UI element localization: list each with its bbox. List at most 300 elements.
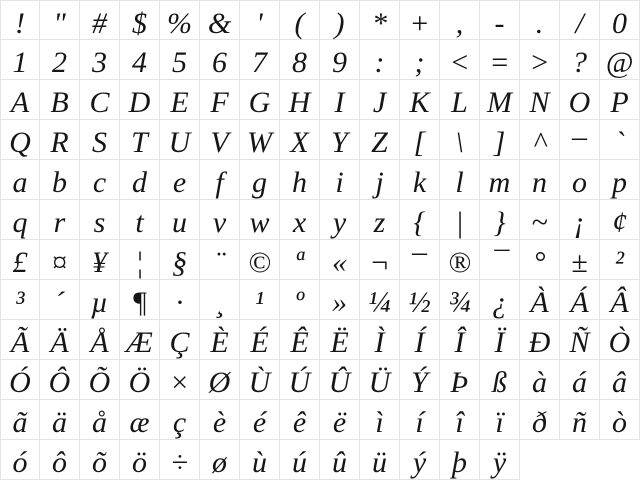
glyph: Ã xyxy=(10,326,30,359)
glyph-cell xyxy=(480,360,520,400)
glyph-cell xyxy=(600,0,640,40)
glyph-row xyxy=(0,280,640,320)
glyph: · xyxy=(175,286,184,319)
glyph-cell xyxy=(400,400,440,440)
glyph-cell xyxy=(480,160,520,200)
glyph: ¢ xyxy=(612,206,627,239)
glyph-cell xyxy=(440,0,480,40)
glyph: | xyxy=(455,206,464,239)
glyph-cell xyxy=(200,440,240,480)
glyph-cell xyxy=(440,120,480,160)
glyph-cell xyxy=(320,40,360,80)
glyph-cell xyxy=(240,200,280,240)
glyph: B xyxy=(50,86,69,119)
glyph-cell xyxy=(360,80,400,120)
glyph: S xyxy=(92,126,107,159)
glyph: Ï xyxy=(494,326,505,359)
glyph-cell xyxy=(600,80,640,120)
glyph-cell xyxy=(400,280,440,320)
glyph: Û xyxy=(328,366,351,399)
glyph-cell xyxy=(600,200,640,240)
glyph: A xyxy=(10,86,30,119)
glyph-cell xyxy=(320,320,360,360)
glyph-cell xyxy=(200,240,240,280)
glyph: d xyxy=(132,166,147,199)
glyph: ¥ xyxy=(92,246,107,279)
glyph: } xyxy=(493,206,506,239)
glyph: ¬ xyxy=(369,246,390,279)
glyph: À xyxy=(530,286,549,319)
glyph: þ xyxy=(452,446,467,479)
glyph: ù xyxy=(252,446,267,479)
glyph-cell xyxy=(440,240,480,280)
glyph-cell xyxy=(240,0,280,40)
glyph: ü xyxy=(372,446,387,479)
glyph-cell xyxy=(120,360,160,400)
glyph-cell xyxy=(160,240,200,280)
glyph: P xyxy=(610,86,629,119)
glyph: e xyxy=(172,166,187,199)
glyph-cell xyxy=(480,200,520,240)
glyph-cell xyxy=(40,440,80,480)
glyph: Q xyxy=(9,126,31,159)
glyph-cell xyxy=(160,200,200,240)
glyph: $ xyxy=(132,7,147,40)
glyph-cell xyxy=(440,40,480,80)
glyph-cell xyxy=(320,280,360,320)
glyph: u xyxy=(172,206,187,239)
glyph-cell xyxy=(520,160,560,200)
glyph-cell xyxy=(160,440,200,480)
glyph-cell xyxy=(480,80,520,120)
glyph-cell xyxy=(240,400,280,440)
glyph-cell xyxy=(360,40,400,80)
glyph-cell xyxy=(280,320,320,360)
glyph: 9 xyxy=(332,46,347,79)
glyph: J xyxy=(372,86,387,119)
glyph-cell xyxy=(360,240,400,280)
glyph-cell xyxy=(160,40,200,80)
glyph-cell xyxy=(0,120,40,160)
glyph-cell xyxy=(200,40,240,80)
glyph-row xyxy=(0,0,640,40)
glyph: Ê xyxy=(290,326,309,359)
glyph-cell xyxy=(320,0,360,40)
glyph: Ð xyxy=(528,326,551,359)
glyph-cell xyxy=(80,120,120,160)
glyph-cell xyxy=(560,160,600,200)
glyph-cell xyxy=(520,120,560,160)
glyph-cell xyxy=(320,120,360,160)
glyph-cell xyxy=(160,320,200,360)
glyph: L xyxy=(451,86,468,119)
glyph-cell xyxy=(400,0,440,40)
glyph-cell xyxy=(120,200,160,240)
glyph: ú xyxy=(292,446,307,479)
glyph: ò xyxy=(612,406,627,439)
glyph: & xyxy=(207,7,232,40)
glyph-cell xyxy=(360,280,400,320)
glyph: Õ xyxy=(88,366,111,399)
glyph-cell xyxy=(560,240,600,280)
glyph: ¿ xyxy=(492,286,507,319)
glyph: ² xyxy=(615,246,624,279)
glyph-cell xyxy=(320,160,360,200)
glyph-cell xyxy=(200,0,240,40)
glyph: F xyxy=(210,86,229,119)
glyph: 0 xyxy=(612,7,627,40)
glyph: w xyxy=(249,206,270,239)
glyph: x xyxy=(292,206,307,239)
glyph-cell xyxy=(360,400,400,440)
glyph: ( xyxy=(294,7,305,40)
glyph: T xyxy=(131,126,148,159)
glyph-cell xyxy=(160,120,200,160)
glyph: b xyxy=(52,166,67,199)
glyph: Ø xyxy=(208,366,231,399)
glyph-cell xyxy=(40,320,80,360)
glyph: è xyxy=(212,406,227,439)
glyph-cell xyxy=(80,80,120,120)
glyph-cell xyxy=(280,440,320,480)
glyph-cell xyxy=(600,120,640,160)
glyph-cell xyxy=(440,280,480,320)
glyph-cell xyxy=(240,40,280,80)
glyph-row xyxy=(0,40,640,80)
glyph: 6 xyxy=(212,46,227,79)
glyph-cell xyxy=(480,120,520,160)
glyph: ô xyxy=(52,446,67,479)
glyph-cell xyxy=(160,280,200,320)
glyph-cell xyxy=(400,360,440,400)
glyph-cell xyxy=(40,400,80,440)
glyph: 4 xyxy=(132,46,147,79)
glyph-cell xyxy=(40,160,80,200)
glyph: ¤ xyxy=(52,246,67,279)
glyph: [ xyxy=(413,126,426,159)
glyph-cell xyxy=(0,280,40,320)
glyph: Ç xyxy=(169,326,190,359)
glyph-cell xyxy=(560,400,600,440)
glyph-cell xyxy=(280,400,320,440)
glyph-cell xyxy=(80,400,120,440)
glyph: Ô xyxy=(48,366,71,399)
glyph-cell xyxy=(440,360,480,400)
glyph-cell xyxy=(560,110,600,160)
glyph-cell xyxy=(120,80,160,120)
glyph-cell xyxy=(320,240,360,280)
glyph: õ xyxy=(92,446,107,479)
glyph: % xyxy=(167,7,192,40)
glyph: ? xyxy=(572,46,587,79)
glyph: » xyxy=(332,286,347,319)
glyph-cell xyxy=(80,240,120,280)
glyph-cell xyxy=(80,40,120,80)
glyph-cell xyxy=(560,0,600,40)
glyph-cell xyxy=(280,360,320,400)
glyph-cell xyxy=(280,40,320,80)
glyph-cell xyxy=(560,40,600,80)
glyph: Â xyxy=(610,286,629,319)
glyph-cell xyxy=(160,80,200,120)
glyph: ; xyxy=(414,46,425,79)
glyph: ¼ xyxy=(368,286,391,319)
glyph-cell xyxy=(520,400,560,440)
glyph: Ä xyxy=(50,326,69,359)
glyph-cell xyxy=(0,400,40,440)
glyph-cell xyxy=(520,80,560,120)
glyph-cell xyxy=(240,360,280,400)
glyph: ä xyxy=(52,406,67,439)
glyph-cell xyxy=(520,200,560,240)
glyph: U xyxy=(168,126,191,159)
glyph-cell xyxy=(400,235,440,280)
glyph: E xyxy=(170,86,189,119)
glyph: V xyxy=(210,126,229,159)
glyph: N xyxy=(529,86,550,119)
glyph-row xyxy=(0,440,640,480)
glyph-cell xyxy=(120,120,160,160)
glyph-cell xyxy=(600,400,640,440)
glyph-cell xyxy=(240,440,280,480)
glyph: ) xyxy=(334,7,345,40)
glyph: î xyxy=(455,406,464,439)
glyph-cell xyxy=(360,120,400,160)
glyph-cell xyxy=(480,0,520,40)
glyph-cell xyxy=(320,400,360,440)
glyph: â xyxy=(612,366,627,399)
glyph-cell xyxy=(240,240,280,280)
glyph-cell xyxy=(80,200,120,240)
glyph-cell xyxy=(240,320,280,360)
glyph-cell xyxy=(0,200,40,240)
glyph: ¸ xyxy=(214,286,225,319)
glyph-cell xyxy=(80,440,120,480)
glyph-row xyxy=(0,320,640,360)
glyph: * xyxy=(372,7,387,40)
glyph: p xyxy=(612,166,627,199)
glyph: Ü xyxy=(368,366,391,399)
glyph: ! xyxy=(15,7,25,40)
glyph: ö xyxy=(132,446,147,479)
glyph-cell xyxy=(480,280,520,320)
glyph: ï xyxy=(495,406,504,439)
glyph-cell xyxy=(560,320,600,360)
glyph: g xyxy=(252,166,267,199)
glyph: È xyxy=(210,326,229,359)
glyph-cell xyxy=(280,240,320,280)
glyph: ¦ xyxy=(135,246,144,279)
glyph: c xyxy=(92,166,107,199)
glyph-cell xyxy=(480,240,520,280)
glyph-row xyxy=(0,160,640,200)
glyph-cell xyxy=(200,200,240,240)
glyph: 1 xyxy=(12,46,28,79)
glyph-row xyxy=(0,400,640,440)
glyph: – xyxy=(412,235,427,268)
glyph: t xyxy=(135,206,144,239)
glyph-cell xyxy=(520,360,560,400)
glyph: ' xyxy=(256,7,263,40)
glyph-cell xyxy=(440,200,480,240)
glyph-cell xyxy=(240,120,280,160)
glyph: ¯ xyxy=(492,246,507,279)
glyph: ð xyxy=(532,406,547,439)
glyph: Í xyxy=(414,326,425,359)
glyph-cell xyxy=(200,120,240,160)
glyph: H xyxy=(288,86,311,119)
glyph-row xyxy=(0,235,640,280)
glyph-cell xyxy=(80,320,120,360)
glyph: Ó xyxy=(9,366,31,399)
glyph-cell xyxy=(160,400,200,440)
glyph: / xyxy=(575,7,584,40)
glyph: ` xyxy=(614,126,625,159)
glyph-row xyxy=(0,80,640,120)
glyph-cell xyxy=(200,160,240,200)
glyph-row xyxy=(0,110,640,160)
glyph-cell xyxy=(0,320,40,360)
glyph-cell xyxy=(600,280,640,320)
glyph: í xyxy=(415,406,424,439)
glyph-cell xyxy=(40,360,80,400)
glyph: ã xyxy=(12,406,28,439)
glyph: µ xyxy=(90,286,109,319)
glyph: ý xyxy=(412,446,427,479)
glyph-cell xyxy=(560,280,600,320)
glyph: Æ xyxy=(126,326,153,359)
glyph: ¡ xyxy=(573,206,586,239)
glyph: ~ xyxy=(531,206,548,239)
glyph-cell xyxy=(320,440,360,480)
glyph: Á xyxy=(570,286,589,319)
glyph-cell xyxy=(400,440,440,480)
glyph: £ xyxy=(12,246,28,279)
glyph: © xyxy=(248,246,271,279)
glyph: " xyxy=(53,7,66,40)
glyph: h xyxy=(292,166,307,199)
glyph: M xyxy=(487,86,512,119)
glyph-cell xyxy=(560,360,600,400)
glyph: á xyxy=(572,366,587,399)
glyph-cell xyxy=(0,360,40,400)
glyph: m xyxy=(488,166,511,199)
glyph: z xyxy=(373,206,386,239)
glyph: . xyxy=(535,7,544,40)
glyph-cell xyxy=(40,40,80,80)
glyph: : xyxy=(374,46,385,79)
glyph-cell xyxy=(120,280,160,320)
glyph-cell xyxy=(120,400,160,440)
glyph: Å xyxy=(90,326,109,359)
glyph-cell xyxy=(200,80,240,120)
glyph-cell xyxy=(480,440,520,480)
glyph: û xyxy=(332,446,347,479)
glyph-cell xyxy=(400,40,440,80)
glyph: ° xyxy=(533,246,546,279)
glyph-cell xyxy=(320,360,360,400)
glyph: « xyxy=(332,246,347,279)
glyph-cell xyxy=(400,120,440,160)
glyph: ] xyxy=(493,126,506,159)
glyph: ë xyxy=(332,406,347,439)
glyph-cell xyxy=(440,320,480,360)
glyph: G xyxy=(248,86,271,119)
glyph-cell xyxy=(480,40,520,80)
glyph-cell xyxy=(40,0,80,40)
glyph: > xyxy=(529,46,550,79)
glyph-cell xyxy=(600,360,640,400)
glyph: Ù xyxy=(248,366,271,399)
glyph: Ö xyxy=(128,366,151,399)
glyph: j xyxy=(375,166,384,199)
glyph-cell xyxy=(560,200,600,240)
glyph-cell xyxy=(440,160,480,200)
glyph-cell xyxy=(400,80,440,120)
glyph: I xyxy=(334,86,345,119)
glyph: ® xyxy=(448,246,471,279)
glyph-cell xyxy=(80,280,120,320)
glyph-cell xyxy=(280,80,320,120)
glyph: ç xyxy=(172,406,187,439)
glyph: Ú xyxy=(288,366,311,399)
glyph: ³ xyxy=(15,286,25,319)
glyph-cell xyxy=(520,320,560,360)
glyph: ¨ xyxy=(214,246,225,279)
glyph: r xyxy=(53,206,66,239)
glyph: k xyxy=(412,166,427,199)
glyph-cell xyxy=(200,280,240,320)
glyph-cell xyxy=(400,160,440,200)
glyph: Y xyxy=(331,126,348,159)
glyph-cell xyxy=(280,160,320,200)
glyph: ¹ xyxy=(255,286,264,319)
glyph: { xyxy=(413,206,426,239)
glyph-cell xyxy=(360,440,400,480)
glyph-cell xyxy=(440,400,480,440)
glyph-row xyxy=(0,200,640,240)
glyph-cell xyxy=(600,160,640,200)
glyph: É xyxy=(250,326,269,359)
glyph-row xyxy=(0,360,640,400)
glyph: 8 xyxy=(292,46,307,79)
glyph: f xyxy=(215,166,224,199)
glyph: 2 xyxy=(52,46,67,79)
glyph: 5 xyxy=(172,46,187,79)
glyph-cell xyxy=(120,160,160,200)
glyph-cell xyxy=(0,0,40,40)
glyph: R xyxy=(50,126,69,159)
glyph: a xyxy=(12,166,28,199)
glyph-cell xyxy=(40,80,80,120)
glyph-cell xyxy=(200,360,240,400)
glyph: @ xyxy=(605,46,634,79)
glyph-cell xyxy=(0,240,40,280)
glyph-cell xyxy=(200,320,240,360)
glyph: ñ xyxy=(572,406,587,439)
glyph-cell xyxy=(520,40,560,80)
glyph-cell xyxy=(600,40,640,80)
glyph-cell xyxy=(0,80,40,120)
glyph: + xyxy=(409,7,430,40)
glyph: Ý xyxy=(411,366,428,399)
glyph: s xyxy=(93,206,106,239)
glyph-cell xyxy=(280,120,320,160)
glyph: n xyxy=(532,166,547,199)
glyph-cell xyxy=(240,280,280,320)
glyph-cell xyxy=(360,200,400,240)
glyph: Ë xyxy=(330,326,349,359)
